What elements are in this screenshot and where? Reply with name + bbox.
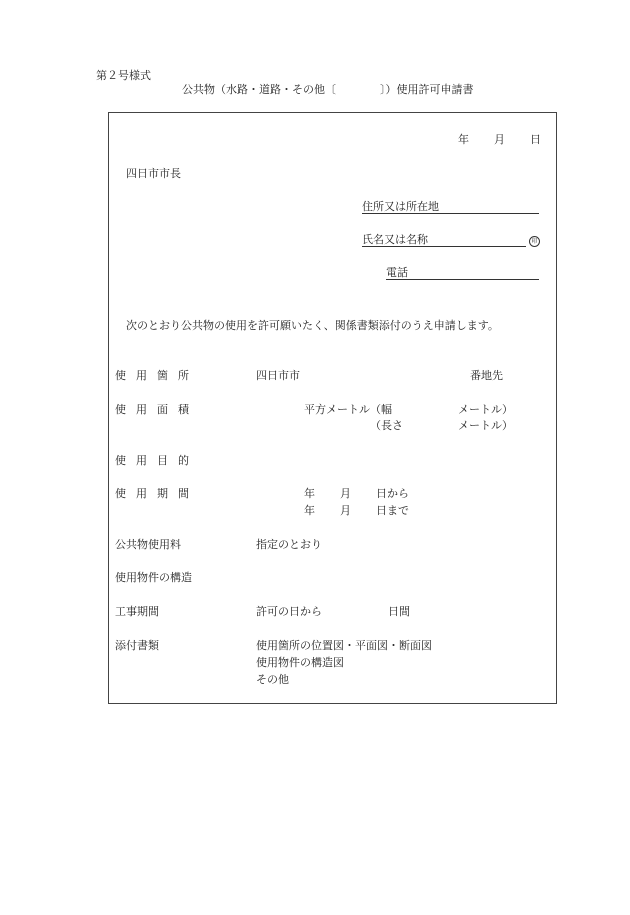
area-length-open: （長さ	[370, 419, 403, 432]
period-from-day: 日から	[376, 487, 409, 500]
form-number: 第２号様式	[96, 69, 151, 82]
period-to-year: 年	[304, 504, 315, 517]
work-period-suffix: 日間	[388, 605, 410, 618]
name-field	[362, 234, 526, 247]
area-length-close: メートル）	[458, 419, 513, 432]
fee-label: 公共物使用料	[115, 538, 181, 551]
location-label: 使用箇所	[115, 369, 199, 382]
area-width-open: （幅	[370, 403, 392, 416]
work-period-value: 許可の日から	[256, 605, 322, 618]
area-unit: 平方メートル	[304, 403, 370, 416]
name-label: 氏名又は名称	[362, 233, 428, 246]
phone-label: 電話	[386, 266, 408, 279]
location-prefix: 四日市市	[256, 369, 300, 382]
date-day: 日	[530, 133, 541, 146]
area-width-close: メートル）	[458, 403, 513, 416]
address-label: 住所又は所在地	[362, 200, 439, 213]
structure-label: 使用物件の構造	[115, 571, 192, 584]
fee-value: 指定のとおり	[256, 538, 322, 551]
intro-text: 次のとおり公共物の使用を許可願いたく、関係書類添付のうえ申請します。	[126, 319, 499, 332]
work-period-label: 工事期間	[115, 605, 159, 618]
form-title: 公共物（水路・道路・その他〔 〕）使用許可申請書	[182, 83, 474, 96]
period-from-month: 月	[340, 487, 351, 500]
seal-icon: 印	[529, 236, 540, 247]
period-from-year: 年	[304, 487, 315, 500]
date-month: 月	[494, 133, 505, 146]
attachments-label: 添付書類	[115, 639, 159, 652]
location-suffix: 番地先	[470, 369, 503, 382]
attachment-item: 使用物件の構造図	[256, 656, 344, 669]
purpose-label: 使用目的	[115, 454, 199, 467]
seal-mark	[529, 234, 540, 247]
phone-field	[386, 267, 539, 280]
addressee: 四日市市長	[126, 167, 181, 180]
area-label: 使用面積	[115, 403, 199, 416]
attachment-item: 使用箇所の位置図・平面図・断面図	[256, 639, 432, 652]
period-to-month: 月	[340, 504, 351, 517]
period-to-day: 日まで	[376, 504, 409, 517]
attachment-item: その他	[256, 673, 289, 686]
period-label: 使用期間	[115, 487, 199, 500]
address-field	[362, 201, 539, 214]
date-year: 年	[458, 133, 469, 146]
